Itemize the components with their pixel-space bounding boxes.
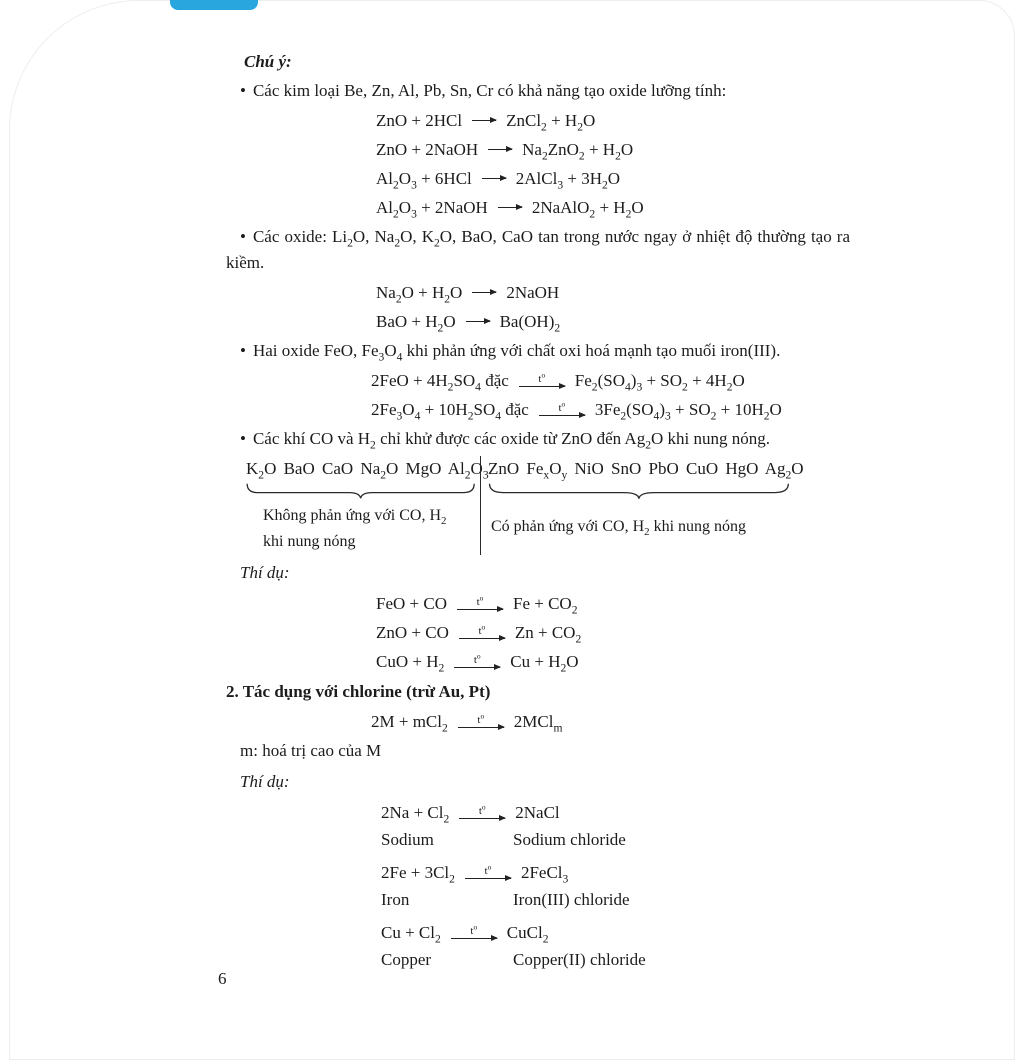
equation-rhs: 2NaOH <box>506 282 560 302</box>
product-name: Iron(III) chloride <box>513 890 630 909</box>
equation-lhs: ZnO + CO <box>376 622 449 642</box>
temperature-arrow-icon <box>458 711 504 728</box>
equation-row <box>376 618 850 647</box>
substance-name-row <box>381 947 850 973</box>
bullet-icon: • <box>240 81 246 100</box>
equation-rhs: 2NaAlO$_2$ + $H_2O$ <box>531 197 644 220</box>
equation-rhs: $Fe + CO_2$ <box>512 593 578 616</box>
book-page-card <box>9 0 1015 1060</box>
top-banner-fragment <box>170 0 258 10</box>
product-name: Sodium chloride <box>513 830 626 849</box>
reactant-name: Copper <box>381 950 432 969</box>
equation-row <box>381 858 850 887</box>
product-name: Copper(II) chloride <box>513 950 646 969</box>
arrow-temp-label: $t^o$ <box>477 711 485 726</box>
iron-oxidation-equations <box>226 366 850 424</box>
equation-row <box>371 707 850 736</box>
equation-rhs: $Zn + CO_2$ <box>514 622 582 645</box>
arrow-temp-label: $t^o$ <box>470 922 478 937</box>
temperature-arrow-icon <box>459 622 505 639</box>
reactant-name: Iron <box>381 890 410 909</box>
temperature-arrow-icon <box>519 370 565 387</box>
chlorine-general-equation <box>226 707 850 736</box>
substance-name-row <box>381 887 850 913</box>
oxide-formula-list: ZnO $Fe_xO_y$ NiO SnO PbO CuO HgO $Ag_2O$ <box>488 459 804 482</box>
right-arrow-icon <box>472 292 496 293</box>
valence-note: m: hoá trị cao của M <box>240 741 382 760</box>
caption-line: Không phản ứng với CO, $H_2$ <box>263 507 447 528</box>
group-caption <box>263 503 480 555</box>
basic-oxide-equations <box>226 278 850 336</box>
bullet-amphoteric-metals <box>226 78 850 104</box>
reducible-oxides-group <box>480 456 804 555</box>
reduction-equations <box>226 589 850 676</box>
equation-row <box>381 918 850 947</box>
equation-lhs: ZnO + 2HCl <box>376 110 463 130</box>
temperature-arrow-icon <box>451 922 497 939</box>
equation-row <box>376 307 850 336</box>
equation-lhs: $Cu + Cl_2$ <box>381 922 441 945</box>
equation-rhs: 2FeCl$_3$ <box>520 862 569 885</box>
right-arrow-icon <box>482 178 506 179</box>
bullet-co-h2-reduction <box>226 426 850 452</box>
equation-lhs: $2Fe_3O_4 + 10H_2SO_4$ đặc <box>371 399 529 422</box>
page-content <box>226 49 850 978</box>
equation-lhs: $2Na + Cl_2$ <box>381 802 450 825</box>
equation-lhs: FeO + CO <box>376 593 447 613</box>
equation-lhs: 2M + mCl$_2$ <box>371 711 448 734</box>
bullet-basic-oxides <box>226 224 850 276</box>
caption-line: Có phản ứng với CO, $H_2$ khi nung nóng <box>491 518 747 539</box>
equation-rhs: $Cu + H_2O$ <box>510 651 579 674</box>
right-arrow-icon <box>488 149 512 150</box>
arrow-temp-label: $t^o$ <box>473 651 481 666</box>
oxide-formula-list: $K_2O$ BaO CaO $Na_2O$ MgO $Al_2O_3$ <box>246 459 489 482</box>
equation-row <box>381 798 850 827</box>
equation-lhs: $Na_2O + H_2O$ <box>376 282 463 305</box>
equation-rhs: ZnCl$_2$ + $H_2O$ <box>506 110 596 133</box>
bullet-icon: • <box>240 429 246 448</box>
oxide-groups-diagram <box>246 456 850 555</box>
bullet-text: Các kim loại Be, Zn, Al, Pb, Sn, Cr có khả năng tạo oxide lưỡng tính: <box>252 81 727 100</box>
temperature-arrow-icon <box>454 651 500 668</box>
underbrace-icon <box>246 483 475 499</box>
underbrace-icon <box>488 483 790 499</box>
note-title: Chú ý: <box>244 52 292 71</box>
equation-rhs: 2NaCl <box>515 802 560 822</box>
equation-row <box>376 193 850 222</box>
bullet-text: Hai oxide FeO, $Fe_3O_4$ khi phản ứng với chất oxi hoá mạnh tạo muối iron(III). <box>252 341 781 364</box>
equation-rhs: $Ba(OH)_2$ <box>499 311 561 334</box>
equation-lhs: $2Fe + 3Cl_2$ <box>381 862 455 885</box>
caption-line: khi nung nóng <box>263 533 356 550</box>
temperature-arrow-icon <box>465 862 511 879</box>
equation-lhs: ZnO + 2NaOH <box>376 139 479 159</box>
temperature-arrow-icon <box>539 399 585 416</box>
bullet-icon: • <box>240 227 246 246</box>
equation-row <box>376 135 850 164</box>
bullet-icon: • <box>240 341 246 360</box>
reactant-name: Sodium <box>381 830 434 849</box>
example-label: Thí dụ: <box>240 563 290 582</box>
substance-name-row <box>381 827 850 853</box>
equation-row <box>376 278 850 307</box>
equation-row <box>371 395 850 424</box>
arrow-temp-label: $t^o$ <box>478 802 486 817</box>
equation-row <box>371 366 850 395</box>
equation-lhs: $Al_2O_3 + 6HCl$ <box>376 168 472 191</box>
bullet-iron-oxides <box>226 338 850 364</box>
temperature-arrow-icon <box>457 593 503 610</box>
equation-rhs: CuCl$_2$ <box>506 922 549 945</box>
equation-row <box>376 589 850 618</box>
equation-rhs: $Na_2ZnO_2 + H_2O$ <box>522 139 634 162</box>
arrow-temp-label: $t^o$ <box>558 399 566 414</box>
right-arrow-icon <box>466 321 490 322</box>
bullet-text: Các khí CO và $H_2$ chỉ khử được các oxide từ ZnO đến $Ag_2O$ khi nung nóng. <box>252 429 770 452</box>
arrow-temp-label: $t^o$ <box>538 370 546 385</box>
equation-row <box>376 647 850 676</box>
equation-lhs: CuO + $H_2$ <box>376 651 445 674</box>
equation-rhs: $3Fe_2(SO_4)_3 + SO_2 + 10H_2O$ <box>594 399 782 422</box>
non-reducible-oxides-group <box>246 456 489 555</box>
section-heading-chlorine: 2. Tác dụng với chlorine (trừ Au, Pt) <box>226 682 491 701</box>
temperature-arrow-icon <box>459 802 505 819</box>
equation-lhs: BaO + $H_2O$ <box>376 311 456 334</box>
equation-lhs: $2FeO + 4H_2SO_4$ đặc <box>371 370 509 393</box>
equation-rhs: 2AlCl$_3$ + $3H_2O$ <box>515 168 621 191</box>
arrow-temp-label: $t^o$ <box>484 862 492 877</box>
arrow-temp-label: $t^o$ <box>478 622 486 637</box>
bullet-text: Các oxide: $Li_2O$, $Na_2O$, $K_2O$, BaO, CaO tan trong nước ngay ở nhiệt độ thường tạo ra kiềm. <box>226 227 850 272</box>
equation-rhs: 2MCl$_m$ <box>513 711 563 734</box>
page-number: 6 <box>218 969 227 988</box>
equation-lhs: $Al_2O_3$ + 2NaOH <box>376 197 488 220</box>
group-caption <box>491 514 796 540</box>
equation-rhs: $Fe_2(SO_4)_3 + SO_2 + 4H_2O$ <box>574 370 745 393</box>
arrow-temp-label: $t^o$ <box>476 593 484 608</box>
right-arrow-icon <box>498 207 522 208</box>
example-label: Thí dụ: <box>240 772 290 791</box>
chlorine-example-equations <box>226 798 850 973</box>
right-arrow-icon <box>472 120 496 121</box>
equation-row <box>376 106 850 135</box>
amphoteric-equations <box>226 106 850 222</box>
equation-row <box>376 164 850 193</box>
